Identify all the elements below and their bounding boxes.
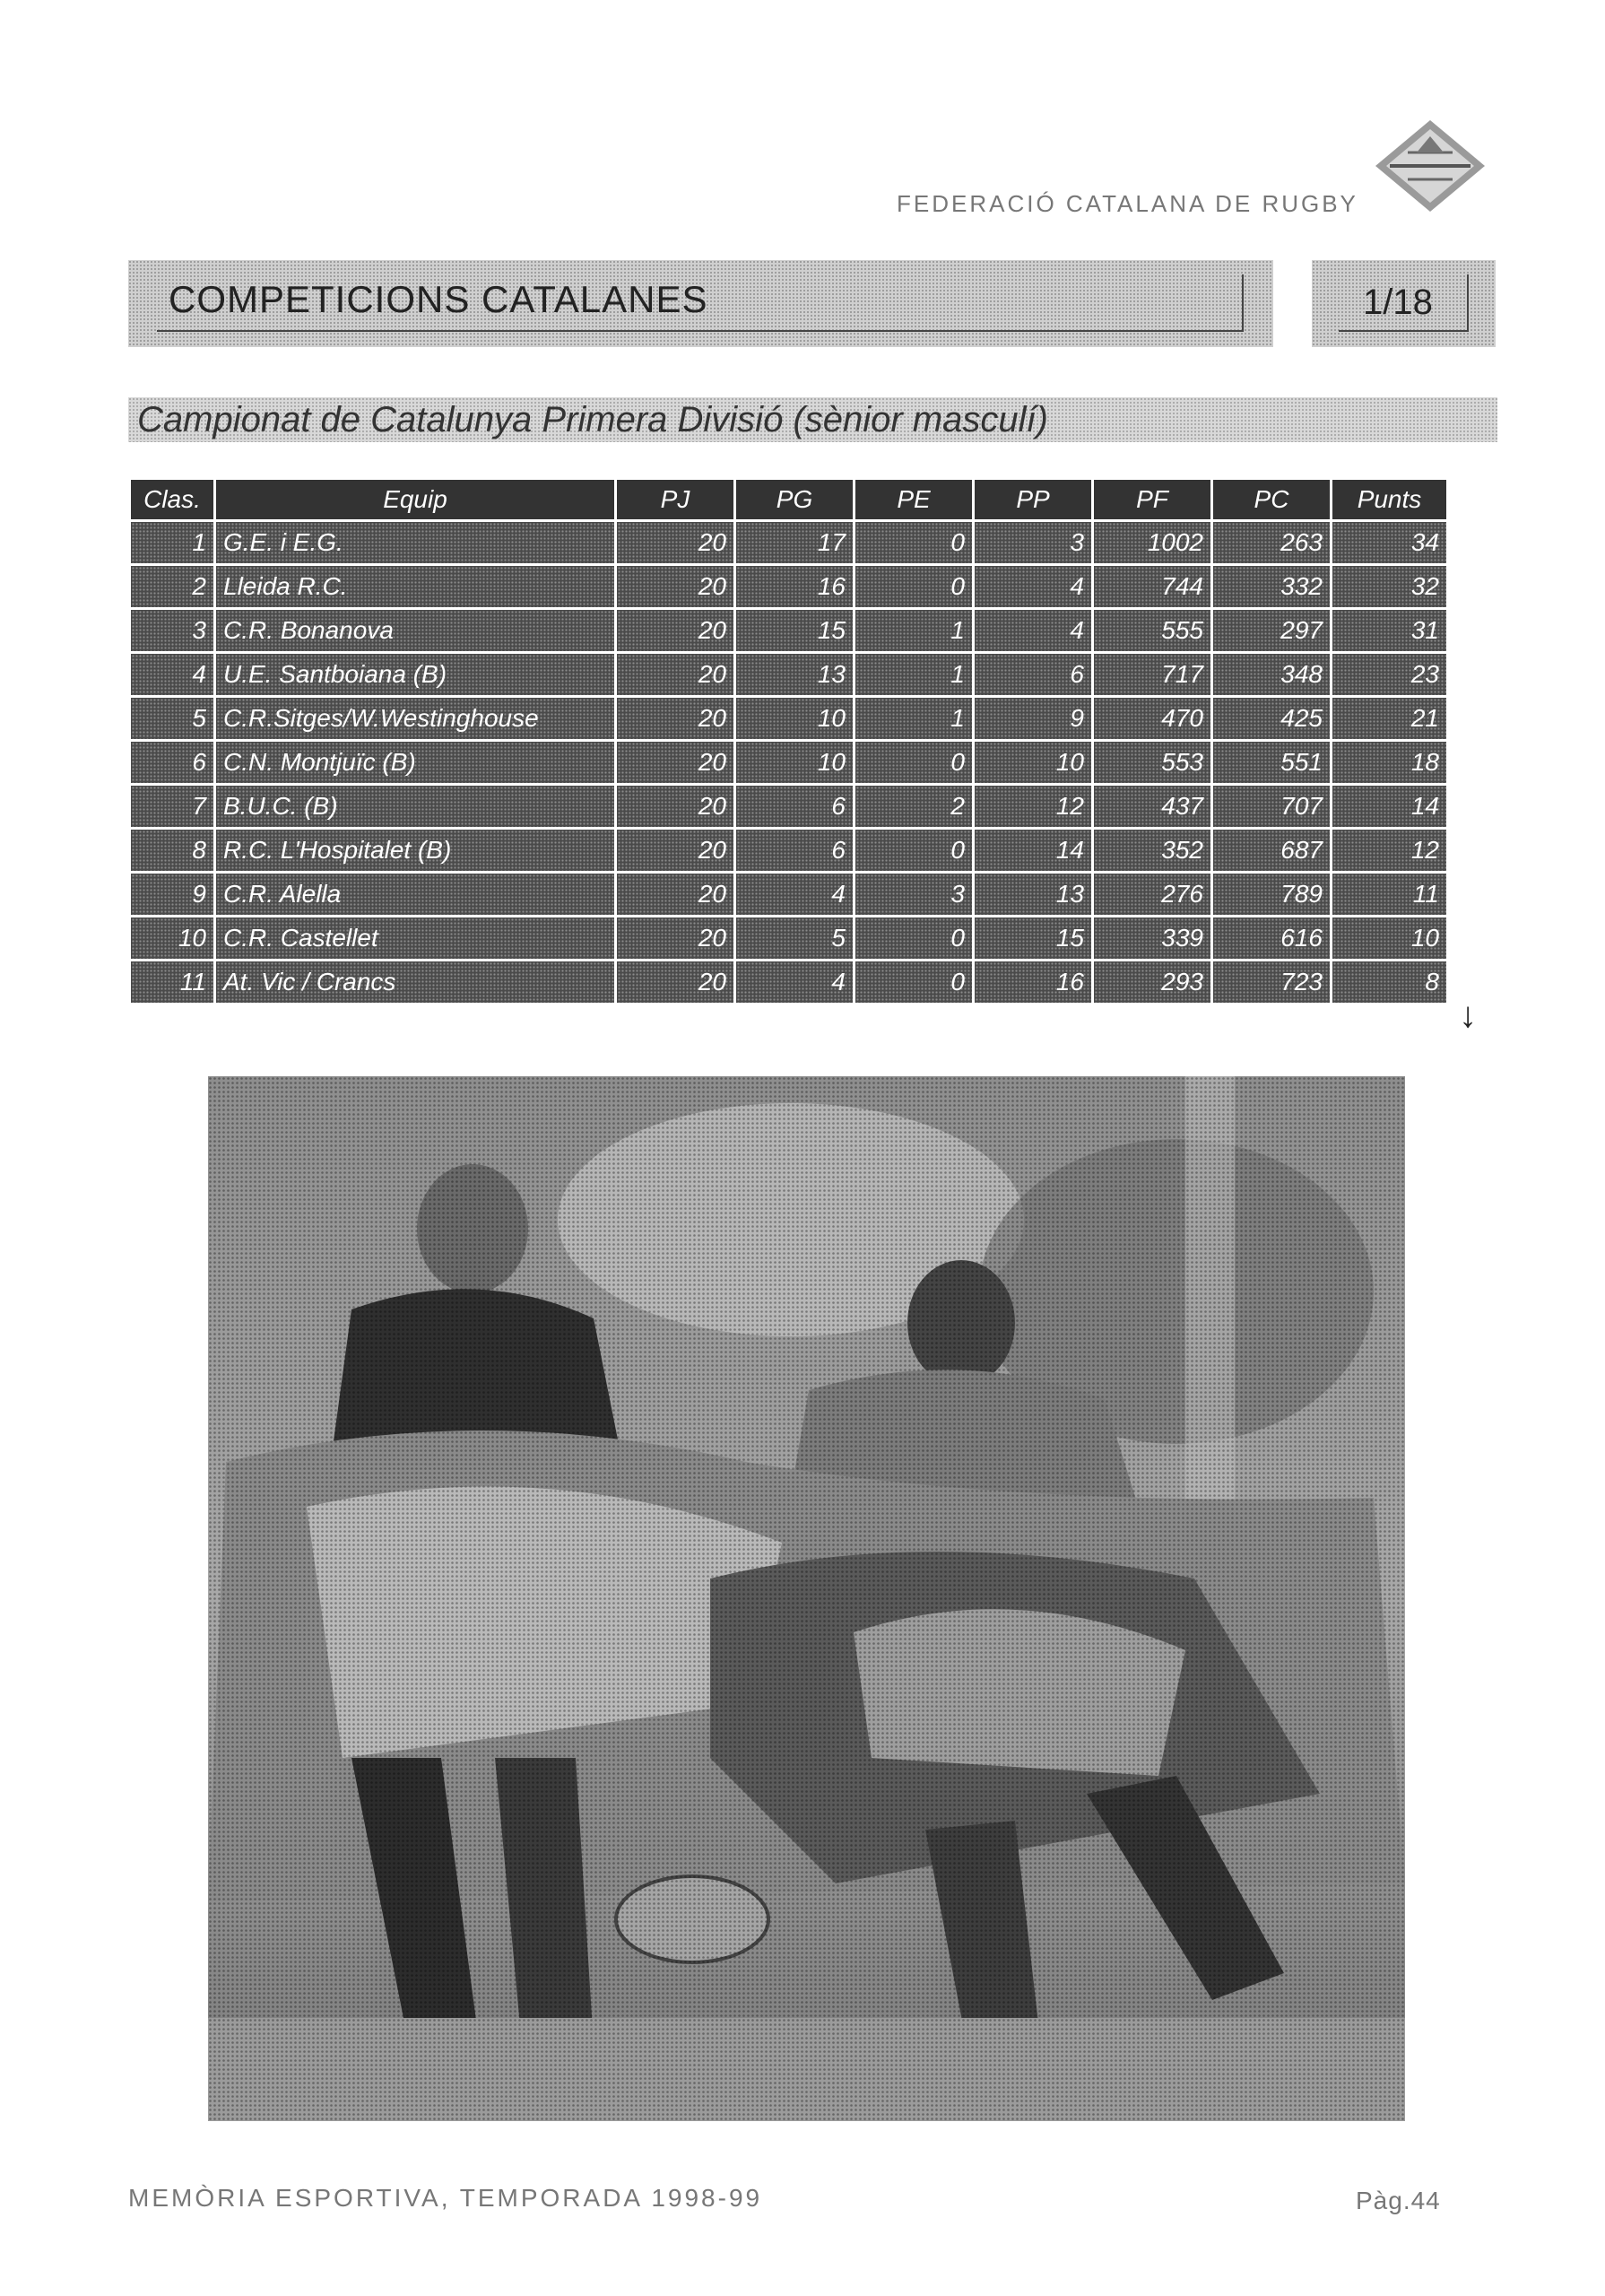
cell-clas: 2 xyxy=(130,565,215,609)
header-pc: PC xyxy=(1212,479,1332,521)
page-ref: 1/18 xyxy=(1363,283,1433,322)
cell-pg: 16 xyxy=(735,565,855,609)
cell-pe: 0 xyxy=(855,961,974,1004)
cell-pf: 555 xyxy=(1093,609,1212,653)
cell-pe: 0 xyxy=(855,565,974,609)
cell-pg: 4 xyxy=(735,961,855,1004)
table-row xyxy=(130,609,1448,653)
cell-pg: 4 xyxy=(735,873,855,917)
cell-pf: 437 xyxy=(1093,785,1212,829)
cell-pf: 1002 xyxy=(1093,521,1212,565)
cell-pe: 0 xyxy=(855,829,974,873)
cell-pp: 9 xyxy=(974,697,1093,741)
cell-pc: 297 xyxy=(1212,609,1332,653)
cell-pg: 15 xyxy=(735,609,855,653)
cell-pc: 687 xyxy=(1212,829,1332,873)
cell-clas: 10 xyxy=(130,917,215,961)
cell-clas: 9 xyxy=(130,873,215,917)
cell-pc: 332 xyxy=(1212,565,1332,609)
cell-equip: B.U.C. (B) xyxy=(215,785,616,829)
cell-pj: 20 xyxy=(616,917,735,961)
cell-punts: 31 xyxy=(1332,609,1448,653)
cell-pp: 4 xyxy=(974,565,1093,609)
cell-pj: 20 xyxy=(616,741,735,785)
page-number: Pàg.44 xyxy=(1356,2187,1441,2214)
section-title: COMPETICIONS CATALANES xyxy=(169,278,708,320)
cell-equip: C.R. Castellet xyxy=(215,917,616,961)
cell-pj: 20 xyxy=(616,565,735,609)
cell-clas: 11 xyxy=(130,961,215,1004)
cell-pe: 3 xyxy=(855,873,974,917)
cell-clas: 3 xyxy=(130,609,215,653)
cell-equip: C.R. Bonanova xyxy=(215,609,616,653)
cell-pf: 276 xyxy=(1093,873,1212,917)
cell-pe: 1 xyxy=(855,609,974,653)
cell-punts: 23 xyxy=(1332,653,1448,697)
header-punts: Punts xyxy=(1332,479,1448,521)
cell-pj: 20 xyxy=(616,829,735,873)
cell-pp: 3 xyxy=(974,521,1093,565)
cell-pj: 20 xyxy=(616,697,735,741)
header-pg: PG xyxy=(735,479,855,521)
cell-pp: 16 xyxy=(974,961,1093,1004)
cell-equip: R.C. L'Hospitalet (B) xyxy=(215,829,616,873)
cell-clas: 8 xyxy=(130,829,215,873)
cell-pp: 12 xyxy=(974,785,1093,829)
competition-subtitle: Campionat de Catalunya Primera Divisió (sènior masculí) xyxy=(137,400,1048,439)
table-row xyxy=(130,653,1448,697)
cell-pg: 6 xyxy=(735,829,855,873)
cell-pf: 293 xyxy=(1093,961,1212,1004)
cell-pf: 553 xyxy=(1093,741,1212,785)
table-row xyxy=(130,961,1448,1004)
cell-pg: 10 xyxy=(735,741,855,785)
cell-pp: 14 xyxy=(974,829,1093,873)
federation-name: FEDERACIÓ CATALANA DE RUGBY xyxy=(897,190,1358,217)
cell-pp: 6 xyxy=(974,653,1093,697)
cell-pc: 263 xyxy=(1212,521,1332,565)
table-row xyxy=(130,829,1448,873)
federation-logo-icon xyxy=(1372,117,1488,215)
cell-equip: C.R.Sitges/W.Westinghouse xyxy=(215,697,616,741)
cell-pe: 0 xyxy=(855,521,974,565)
footer-memoria: MEMÒRIA ESPORTIVA, TEMPORADA 1998-99 xyxy=(128,2184,763,2212)
cell-clas: 7 xyxy=(130,785,215,829)
cell-punts: 14 xyxy=(1332,785,1448,829)
table-row xyxy=(130,565,1448,609)
table-row xyxy=(130,873,1448,917)
cell-clas: 4 xyxy=(130,653,215,697)
cell-pf: 717 xyxy=(1093,653,1212,697)
cell-punts: 10 xyxy=(1332,917,1448,961)
standings-table xyxy=(128,477,1449,1005)
cell-pj: 20 xyxy=(616,653,735,697)
table-row xyxy=(130,741,1448,785)
cell-equip: U.E. Santboiana (B) xyxy=(215,653,616,697)
cell-pg: 5 xyxy=(735,917,855,961)
rugby-scrum-photo xyxy=(208,1076,1405,2121)
cell-equip: C.N. Montjuïc (B) xyxy=(215,741,616,785)
cell-pg: 6 xyxy=(735,785,855,829)
cell-pc: 707 xyxy=(1212,785,1332,829)
table-header-row xyxy=(130,479,1448,521)
cell-pp: 10 xyxy=(974,741,1093,785)
table-row xyxy=(130,917,1448,961)
cell-pg: 10 xyxy=(735,697,855,741)
cell-clas: 6 xyxy=(130,741,215,785)
cell-pg: 17 xyxy=(735,521,855,565)
cell-punts: 8 xyxy=(1332,961,1448,1004)
cell-punts: 12 xyxy=(1332,829,1448,873)
arrow-down-icon: ↓ xyxy=(1459,996,1477,1035)
cell-clas: 1 xyxy=(130,521,215,565)
cell-pp: 13 xyxy=(974,873,1093,917)
cell-clas: 5 xyxy=(130,697,215,741)
cell-punts: 32 xyxy=(1332,565,1448,609)
cell-equip: Lleida R.C. xyxy=(215,565,616,609)
header-pe: PE xyxy=(855,479,974,521)
cell-punts: 11 xyxy=(1332,873,1448,917)
header-pf: PF xyxy=(1093,479,1212,521)
cell-pe: 2 xyxy=(855,785,974,829)
cell-pe: 1 xyxy=(855,697,974,741)
cell-pj: 20 xyxy=(616,873,735,917)
cell-pc: 789 xyxy=(1212,873,1332,917)
cell-pf: 470 xyxy=(1093,697,1212,741)
header-pp: PP xyxy=(974,479,1093,521)
cell-punts: 34 xyxy=(1332,521,1448,565)
cell-equip: G.E. i E.G. xyxy=(215,521,616,565)
cell-pc: 616 xyxy=(1212,917,1332,961)
cell-pc: 723 xyxy=(1212,961,1332,1004)
cell-pp: 4 xyxy=(974,609,1093,653)
cell-equip: At. Vic / Crancs xyxy=(215,961,616,1004)
cell-pj: 20 xyxy=(616,609,735,653)
header-equip: Equip xyxy=(215,479,616,521)
cell-pf: 339 xyxy=(1093,917,1212,961)
cell-pj: 20 xyxy=(616,521,735,565)
cell-punts: 21 xyxy=(1332,697,1448,741)
cell-pe: 1 xyxy=(855,653,974,697)
cell-pg: 13 xyxy=(735,653,855,697)
table-row xyxy=(130,785,1448,829)
cell-punts: 18 xyxy=(1332,741,1448,785)
cell-pf: 352 xyxy=(1093,829,1212,873)
cell-pe: 0 xyxy=(855,917,974,961)
cell-pj: 20 xyxy=(616,961,735,1004)
cell-pj: 20 xyxy=(616,785,735,829)
cell-pf: 744 xyxy=(1093,565,1212,609)
cell-pc: 425 xyxy=(1212,697,1332,741)
cell-pc: 551 xyxy=(1212,741,1332,785)
table-row xyxy=(130,521,1448,565)
table-row xyxy=(130,697,1448,741)
cell-pe: 0 xyxy=(855,741,974,785)
header-pj: PJ xyxy=(616,479,735,521)
cell-pc: 348 xyxy=(1212,653,1332,697)
header-clas: Clas. xyxy=(130,479,215,521)
cell-pp: 15 xyxy=(974,917,1093,961)
cell-equip: C.R. Alella xyxy=(215,873,616,917)
